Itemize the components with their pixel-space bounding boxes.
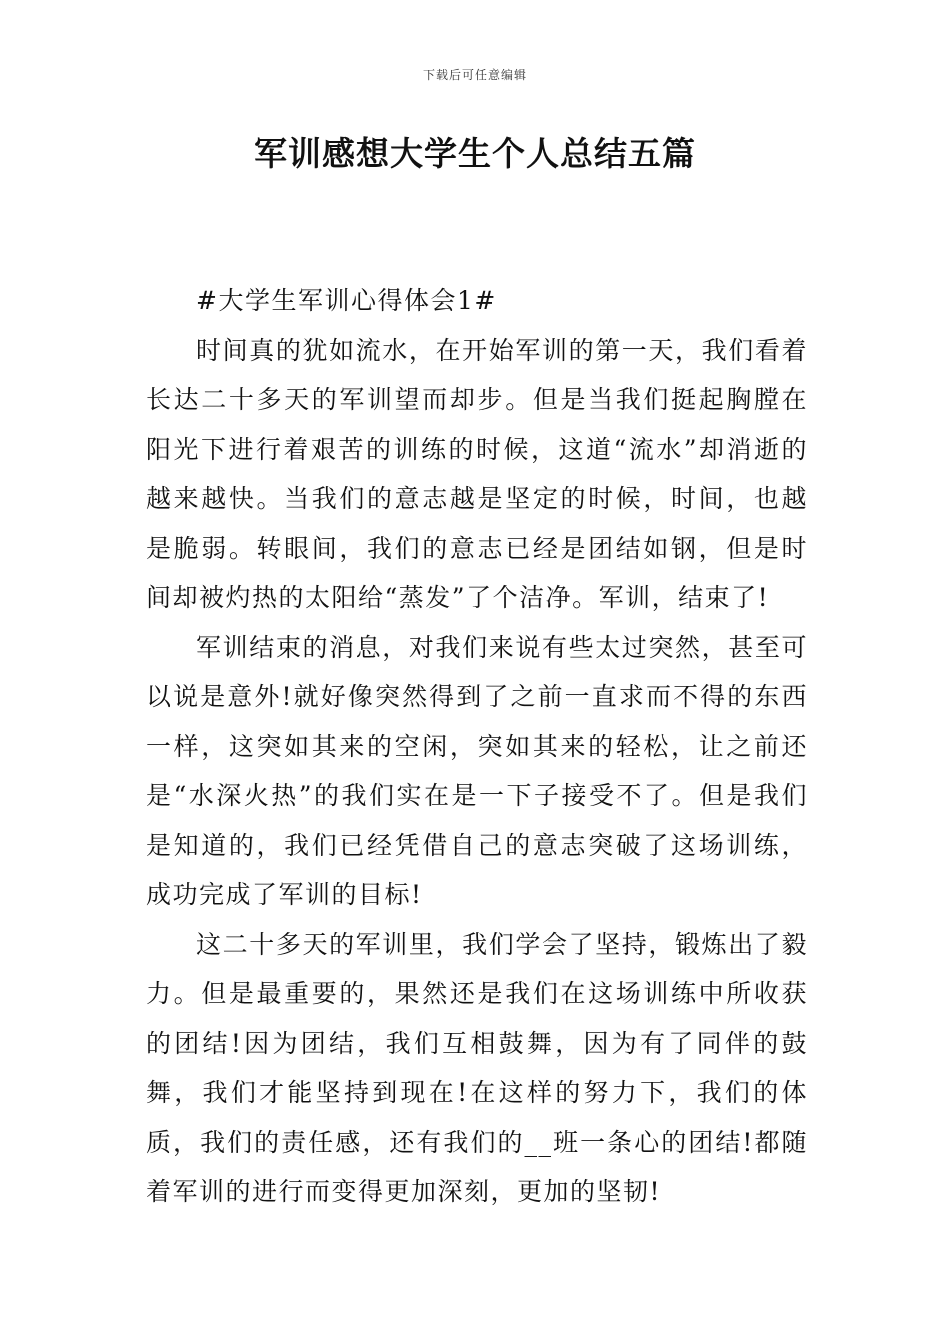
paragraph-1: 时间真的犹如流水，在开始军训的第一天，我们看着长达二十多天的军训望而却步。但是当我们挺起胸膛在阳光下进行着艰苦的训练的时候，这道“流水”却消逝的越来越快。当我们的意志越是坚定的时候，时间，也越是脆弱。转眼间，我们的意志已经是团结如钢，但是时间却被灼热的太阳给“蒸发”了个洁净。军训，结束了! [146, 335, 808, 612]
document-title: 军训感想大学生个人总结五篇 [254, 134, 696, 173]
paragraph-3: 这二十多天的军训里，我们学会了坚持，锻炼出了毅力。但是最重要的，果然还是我们在这场训练中所收获的团结!因为团结，我们互相鼓舞，因为有了同伴的鼓舞，我们才能坚持到现在!在这样的努力下，我们的体质，我们的责任感，还有我们的__班一条心的团结!都随着军训的进行而变得更加深刻，更加的坚韧! [146, 929, 808, 1206]
section-heading: #大学生军训心得体会1# [196, 286, 497, 315]
paragraph-2: 军训结束的消息，对我们来说有些太过突然，甚至可以说是意外!就好像突然得到了之前一直求而不得的东西一样，这突如其来的空闲，突如其来的轻松，让之前还是“水深火热”的我们实在是一下子接受不了。但是我们是知道的，我们已经凭借自己的意志突破了这场训练，成功完成了军训的目标! [146, 632, 808, 909]
document-body [146, 276, 808, 1217]
header-note: 下载后可任意编辑 [422, 68, 527, 82]
